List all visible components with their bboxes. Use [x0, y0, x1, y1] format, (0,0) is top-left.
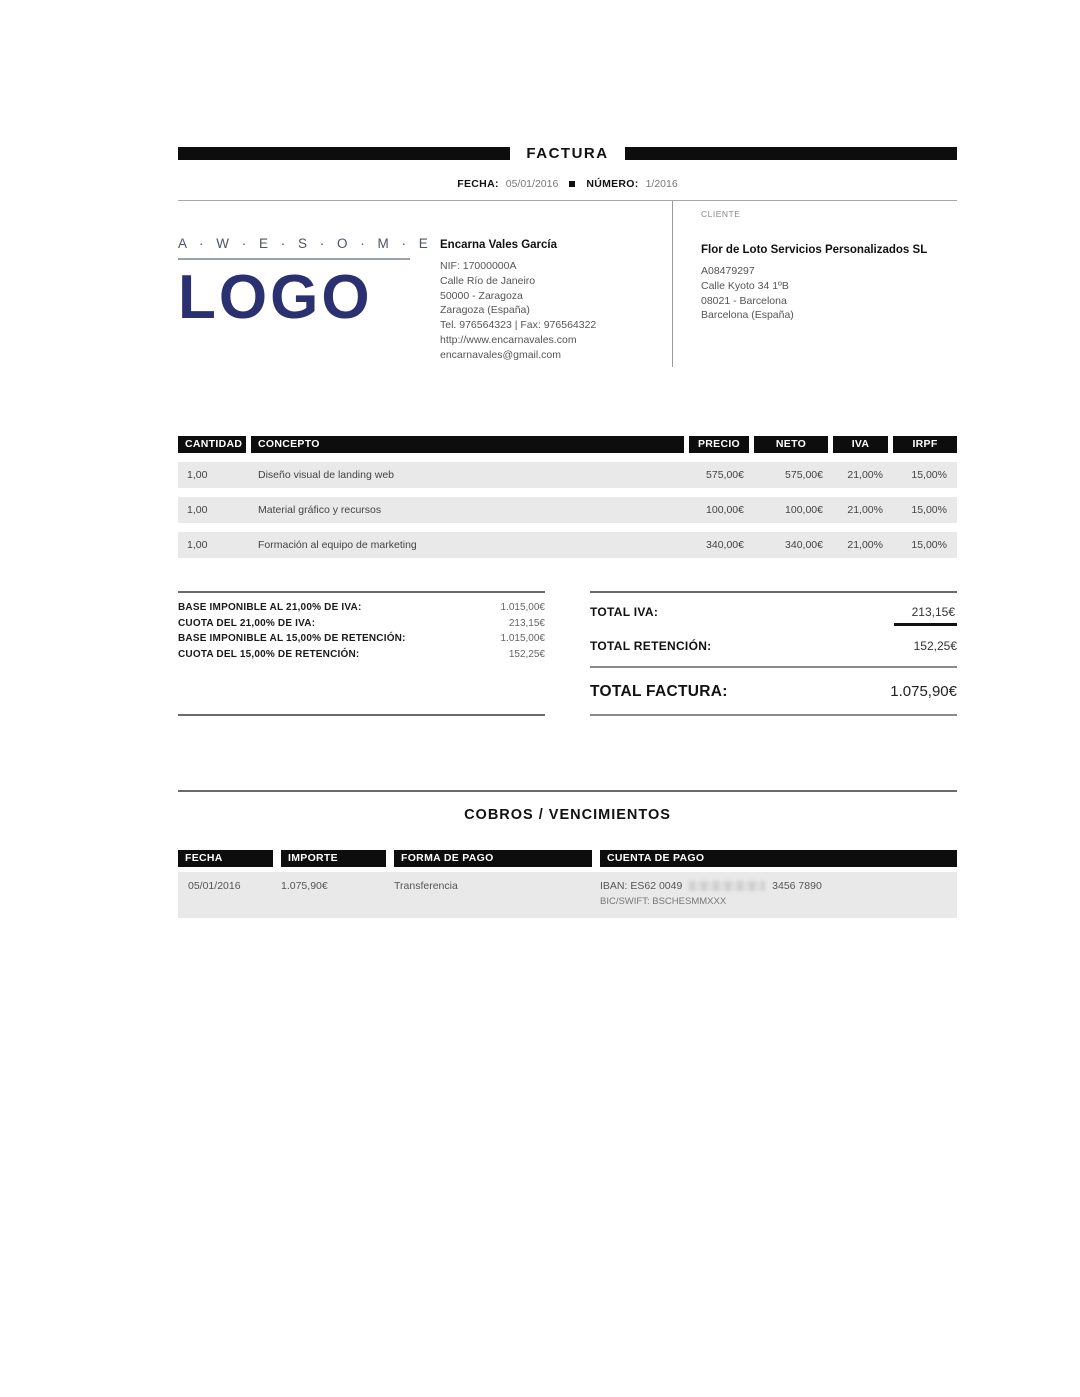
col-header-cantidad: CANTIDAD: [178, 436, 246, 453]
items-table-header: [178, 436, 957, 453]
item-cantidad: 1,00: [187, 469, 208, 481]
item-cantidad: 1,00: [187, 504, 208, 516]
client-postcode-city: 08021 - Barcelona: [701, 294, 787, 307]
table-row: [178, 497, 957, 523]
tax-label: CUOTA DEL 15,00% DE RETENCIÓN:: [178, 648, 360, 660]
iban-suffix: 3456 7890: [772, 880, 822, 892]
total-iva-value: 213,15€: [894, 605, 957, 626]
col-header-irpf: IRPF: [893, 436, 957, 453]
item-iva: 21,00%: [847, 469, 883, 481]
parties-section: [178, 201, 957, 367]
col-header-fecha: FECHA: [178, 850, 273, 867]
payment-forma: Transferencia: [394, 880, 458, 892]
col-header-importe: IMPORTE: [281, 850, 386, 867]
total-retencion-value: 152,25€: [913, 639, 957, 653]
table-row: [178, 872, 957, 918]
col-header-concepto: CONCEPTO: [251, 436, 684, 453]
table-row: [178, 462, 957, 488]
totals-divider: [590, 666, 957, 668]
fecha-value: 05/01/2016: [505, 178, 559, 190]
client-region: Barcelona (España): [701, 309, 794, 322]
cobros-divider: [178, 790, 957, 792]
invoice-title: FACTURA: [526, 145, 609, 162]
item-neto: 575,00€: [785, 469, 823, 481]
client-cif: A08479297: [701, 265, 755, 277]
table-row: [178, 532, 957, 558]
payments-table-header: [178, 850, 957, 867]
item-neto: 100,00€: [785, 504, 823, 516]
tax-value: 1.015,00€: [500, 602, 545, 613]
sender-region: Zaragoza (España): [440, 304, 530, 317]
sender-column: [178, 201, 672, 367]
item-irpf: 15,00%: [911, 469, 947, 481]
sender-postcode-city: 50000 - Zaragoza: [440, 289, 523, 302]
item-irpf: 15,00%: [911, 504, 947, 516]
title-bar-right: [625, 147, 957, 160]
totals-box: [590, 591, 957, 716]
client-column: [672, 201, 957, 367]
logo-main-text: LOGO: [178, 263, 373, 332]
total-factura-row: [590, 683, 957, 716]
payment-bic: BIC/SWIFT: BSCHESMMXXX: [600, 896, 727, 907]
numero-label: NÚMERO:: [586, 178, 639, 190]
tax-summary-row: [178, 631, 545, 647]
square-separator-icon: [569, 181, 575, 187]
logo-awesome-text: A · W · E · S · O · M · E: [178, 236, 410, 260]
sender-street: Calle Río de Janeiro: [440, 274, 536, 287]
col-header-neto: NETO: [754, 436, 828, 453]
invoice-meta-row: [178, 178, 957, 190]
item-concepto: Material gráfico y recursos: [258, 504, 382, 516]
tax-value: 213,15€: [508, 617, 545, 629]
sender-website: http://www.encarnavales.com: [440, 333, 577, 346]
col-header-cuenta-de-pago: CUENTA DE PAGO: [600, 850, 957, 867]
total-iva-label: TOTAL IVA:: [590, 605, 659, 619]
title-bar-left: [178, 147, 510, 160]
col-header-precio: PRECIO: [689, 436, 749, 453]
client-street: Calle Kyoto 34 1ºB: [701, 279, 789, 292]
total-retencion-row: [590, 639, 957, 653]
item-precio: 340,00€: [706, 539, 744, 551]
invoice-page: [178, 145, 957, 918]
item-concepto: Formación al equipo de marketing: [258, 539, 417, 551]
invoice-title-row: [178, 145, 957, 162]
tax-summary-row: [178, 600, 545, 616]
numero-value: 1/2016: [645, 178, 678, 190]
item-precio: 575,00€: [706, 469, 744, 481]
item-concepto: Diseño visual de landing web: [258, 469, 395, 481]
sender-phone-fax: Tel. 976564323 | Fax: 976564322: [440, 319, 597, 332]
payment-fecha: 05/01/2016: [188, 880, 241, 892]
col-header-iva: IVA: [833, 436, 888, 453]
summary-section: [178, 591, 957, 716]
total-retencion-label: TOTAL RETENCIÓN:: [590, 639, 712, 653]
payment-importe: 1.075,90€: [281, 880, 328, 892]
company-logo: [178, 236, 433, 367]
item-irpf: 15,00%: [911, 539, 947, 551]
total-factura-label: TOTAL FACTURA:: [590, 683, 728, 700]
tax-summary-row: [178, 647, 545, 663]
items-table: [178, 436, 957, 558]
sender-nif: NIF: 17000000A: [440, 260, 517, 272]
item-iva: 21,00%: [847, 504, 883, 516]
payment-cuenta: [600, 880, 957, 907]
col-header-forma-de-pago: FORMA DE PAGO: [394, 850, 592, 867]
cobros-section-title: COBROS / VENCIMIENTOS: [464, 807, 671, 823]
item-cantidad: 1,00: [187, 539, 208, 551]
item-precio: 100,00€: [706, 504, 744, 516]
tax-summary-row: [178, 616, 545, 632]
iban-prefix: IBAN: ES62 0049: [600, 880, 683, 892]
payment-iban: [600, 880, 957, 892]
payments-table: [178, 850, 957, 918]
iban-redacted-blur: [689, 881, 765, 891]
fecha-label: FECHA:: [457, 178, 499, 190]
item-neto: 340,00€: [785, 539, 823, 551]
sender-info: [440, 239, 596, 367]
tax-label: BASE IMPONIBLE AL 21,00% DE IVA:: [178, 602, 362, 613]
tax-label: CUOTA DEL 21,00% DE IVA:: [178, 617, 316, 629]
client-section-label: CLIENTE: [701, 209, 741, 219]
item-iva: 21,00%: [847, 539, 883, 551]
tax-value: 152,25€: [508, 648, 545, 660]
sender-name: Encarna Vales García: [440, 239, 557, 251]
client-name: Flor de Loto Servicios Personalizados SL: [701, 244, 928, 256]
tax-value: 1.015,00€: [500, 633, 545, 644]
tax-summary-box: [178, 591, 545, 716]
tax-label: BASE IMPONIBLE AL 15,00% DE RETENCIÓN:: [178, 633, 406, 644]
sender-email: encarnavales@gmail.com: [440, 348, 561, 361]
total-factura-value: 1.075,90€: [890, 683, 957, 700]
total-iva-row: [590, 605, 957, 626]
